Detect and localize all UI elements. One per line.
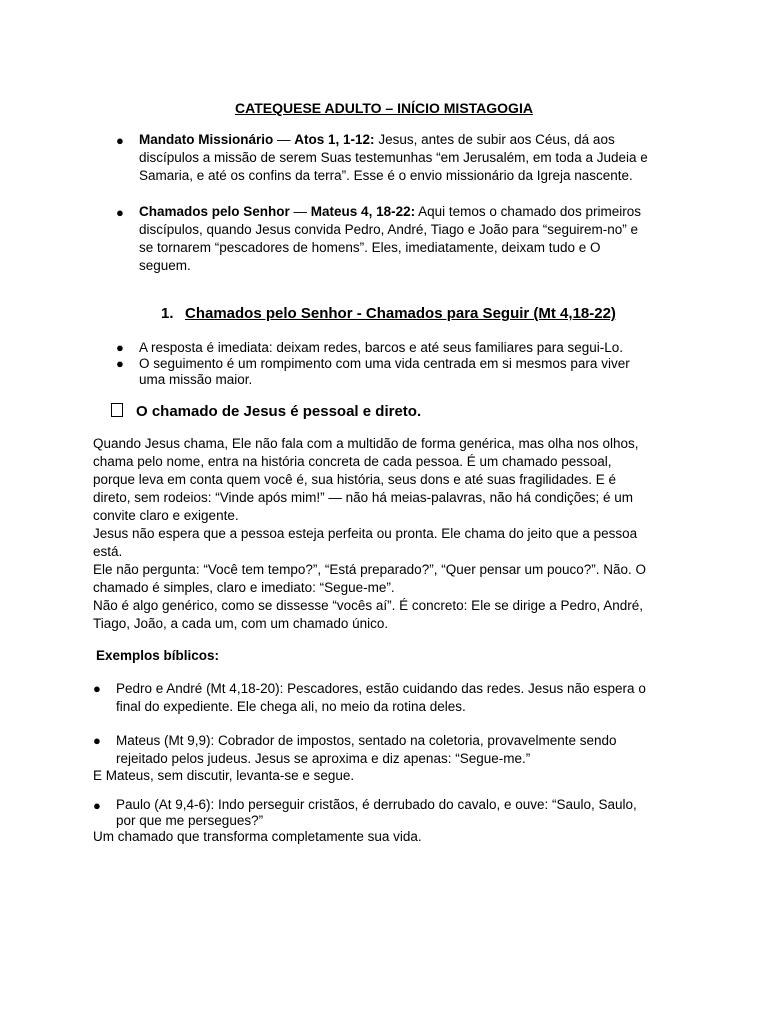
example-item-mateus [116, 732, 716, 768]
bullet-bold-label: Mandato Missionário [139, 132, 274, 147]
bullet-text-line: A resposta é imediata: deixam redes, barcos e até seus familiares para segui-Lo. [139, 340, 624, 355]
paragraph-line: chamado é simples, claro e imediato: “Segue-me”. [93, 580, 395, 595]
example-line: rejeitado pelos judeus. Jesus se aproxima e diz apenas: “Segue-me.” [116, 751, 531, 766]
bullet-text-line: Jesus, antes de subir aos Céus, dá aos [374, 132, 615, 147]
bullet-bold-ref: Atos 1, 1-12: [294, 132, 375, 147]
paragraph-line: direto, sem rodeios: “Vinde após mim!” — não há meias-palavras, não há condições; é um [93, 490, 634, 505]
examples-heading: Exemplos bíblicos: [96, 648, 220, 663]
bullet-text-line: Samaria, e até os confins da terra”. Esse é o envio missionário da Igreja nascente. [139, 168, 633, 183]
bullet-marker: ● [93, 798, 101, 813]
bullet-marker: ● [116, 340, 124, 355]
example-line: Pedro e André (Mt 4,18-20): Pescadores, estão cuidando das redes. Jesus não espera o [116, 681, 646, 696]
example-line: Paulo (At 9,4-6): Indo perseguir cristãos, é derrubado do cavalo, e ouve: “Saulo, Saulo, [116, 797, 637, 812]
section-heading [161, 305, 681, 325]
bullet-marker: ● [116, 356, 124, 371]
paragraph-line: porque leva em conta quem você é, sua história, seus dons e até suas fragilidades. E é [93, 472, 617, 487]
page-title: CATEQUESE ADULTO – INÍCIO MISTAGOGIA [235, 100, 533, 116]
paragraph-line: Quando Jesus chama, Ele não fala com a multidão de forma genérica, mas olha nos olhos, [93, 436, 639, 451]
example-after-text: E Mateus, sem discutir, levanta-se e segue. [93, 768, 355, 783]
bullet-marker: ● [93, 681, 101, 696]
bullet-dash: — [273, 132, 295, 147]
section-number: 1. [161, 305, 174, 322]
subheading-text: O chamado de Jesus é pessoal e direto. [136, 403, 422, 420]
example-line: Mateus (Mt 9,9): Cobrador de impostos, sentado na coletoria, provavelmente sendo [116, 733, 617, 748]
example-after-text: Um chamado que transforma completamente sua vida. [93, 829, 422, 844]
section-bullet [139, 340, 699, 356]
bullet-marker: ● [116, 133, 124, 148]
bullet-text-line: discípulos a missão de serem Suas testemunhas “em Jerusalém, em toda a Judeia e [139, 150, 648, 165]
example-item-pedro-andre [116, 680, 716, 716]
bullet-bold-label: Chamados pelo Senhor [139, 204, 290, 219]
bullet-text-line: uma missão maior. [139, 371, 253, 387]
paragraph-line: chama pelo nome, entra na história concreta de cada pessoa. É um chamado pessoal, [93, 454, 612, 469]
paragraph-line: convite claro e exigente. [93, 508, 239, 523]
body-paragraph [93, 435, 713, 633]
bullet-text-line: discípulos, quando Jesus convida Pedro, André, Tiago e João para “seguirem-no” e [139, 222, 639, 237]
bullet-marker: ● [93, 733, 101, 748]
paragraph-line: Ele não pergunta: “Você tem tempo?”, “Está preparado?”, “Quer pensar um pouco?”. Não. O [93, 562, 647, 577]
paragraph-line: Não é algo genérico, como se dissesse “vocês aí”. É concreto: Ele se dirige a Pedro, André, [93, 598, 644, 613]
paragraph-line: Tiago, João, a cada um, com um chamado único. [93, 616, 389, 631]
bullet-text-line: Aqui temos o chamado dos primeiros [415, 204, 641, 219]
example-item-paulo [116, 797, 716, 828]
bullet-text-line: se tornarem “pescadores de homens”. Eles, imediatamente, deixam tudo e O [139, 240, 601, 255]
intro-bullet-chamados [139, 203, 699, 275]
paragraph-line: Jesus não espera que a pessoa esteja perfeita ou pronta. Ele chama do jeito que a pessoa [93, 526, 638, 541]
section-bullet [139, 356, 699, 387]
missing-glyph-icon [111, 403, 123, 417]
paragraph-line: está. [93, 544, 123, 559]
bullet-text-line: seguem. [139, 258, 191, 273]
bullet-bold-ref: Mateus 4, 18-22: [310, 204, 416, 219]
subheading [111, 403, 711, 420]
example-line: por que me persegues?” [116, 812, 264, 828]
bullet-text-line: O seguimento é um rompimento com uma vida centrada em si mesmos para viver [139, 356, 630, 371]
example-line: final do expediente. Ele chega ali, no meio da rotina deles. [116, 699, 466, 714]
bullet-dash: — [289, 204, 311, 219]
section-heading-text: Chamados pelo Senhor - Chamados para Seguir (Mt 4,18-22) [185, 305, 616, 322]
bullet-marker: ● [116, 205, 124, 220]
intro-bullet-mandato [139, 131, 699, 185]
